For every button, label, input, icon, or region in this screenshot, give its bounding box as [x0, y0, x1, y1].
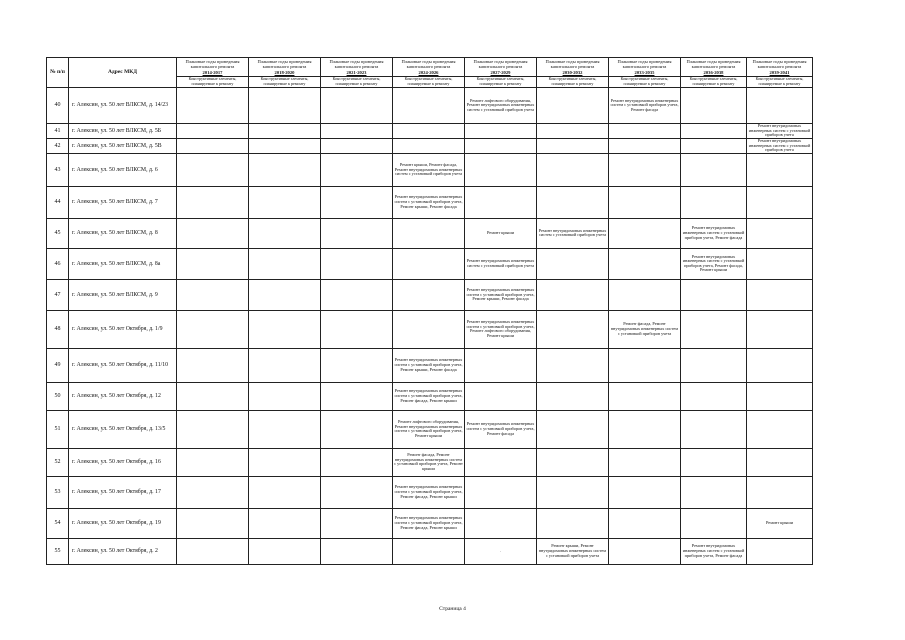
- repair-elements-cell: [321, 348, 393, 382]
- address-column-header: Адрес МКД: [69, 58, 177, 88]
- repair-elements-cell: [609, 218, 681, 248]
- repair-elements-cell: Ремонт внутридомовых инженерных систем с установкой приборов учета: [747, 124, 813, 139]
- repair-elements-cell: [321, 248, 393, 279]
- row-number: 44: [47, 186, 69, 218]
- repair-elements-cell: [537, 310, 609, 348]
- repair-elements-cell: [681, 153, 747, 186]
- period-years: 2027-2029: [490, 69, 511, 75]
- repair-elements-cell: [321, 410, 393, 448]
- period-title: Плановые годы проведения капитального ремонта: [185, 59, 240, 70]
- row-number: 49: [47, 348, 69, 382]
- repair-elements-cell: Ремонт лифтового оборудования, Ремонт внутридомовых инженерных систем с установкой приборов учета: [465, 88, 537, 124]
- repair-elements-cell: [177, 138, 249, 153]
- repair-elements-cell: [177, 382, 249, 410]
- address-cell: г. Алексин, ул. 50 лет Октября, д. 12: [69, 382, 177, 410]
- repair-elements-cell: [249, 186, 321, 218]
- repair-elements-cell: [249, 476, 321, 508]
- row-number: 46: [47, 248, 69, 279]
- repair-elements-cell: [321, 124, 393, 139]
- repair-elements-cell: [609, 138, 681, 153]
- repair-elements-cell: [321, 538, 393, 564]
- period-column-header: [321, 58, 393, 77]
- repair-elements-cell: Ремонт внутридомовых инженерных систем с установкой приборов учета, Ремонт фасада, Ремонт крыши: [393, 476, 465, 508]
- repair-elements-cell: [681, 310, 747, 348]
- repair-elements-cell: [681, 88, 747, 124]
- repair-elements-cell: [537, 186, 609, 218]
- row-number: 47: [47, 279, 69, 310]
- planned-elements-subheader: Конструктивные элементы, планируемые к ремонту: [321, 77, 393, 88]
- repair-elements-cell: [321, 138, 393, 153]
- planned-elements-subheader: Конструктивные элементы, планируемые к ремонту: [609, 77, 681, 88]
- repair-elements-cell: [609, 538, 681, 564]
- repair-elements-cell: [465, 138, 537, 153]
- address-cell: г. Алексин, ул. 50 лет ВЛКСМ, д. 14/23: [69, 88, 177, 124]
- repair-elements-cell: Ремонт внутридомовых инженерных систем с установкой приборов учета, Ремонт фасада: [681, 538, 747, 564]
- planned-elements-subheader: Конструктивные элементы, планируемые к ремонту: [537, 77, 609, 88]
- repair-elements-cell: [747, 538, 813, 564]
- repair-elements-cell: [537, 508, 609, 538]
- repair-elements-cell: [249, 153, 321, 186]
- address-cell: г. Алексин, ул. 50 лет Октября, д. 17: [69, 476, 177, 508]
- period-years: 2018-2020: [274, 69, 295, 75]
- repair-elements-cell: [681, 476, 747, 508]
- repair-elements-cell: [177, 279, 249, 310]
- period-years: 2024-2026: [418, 69, 439, 75]
- period-years: 2033-2035: [634, 69, 655, 75]
- row-number: 50: [47, 382, 69, 410]
- repair-elements-cell: [177, 476, 249, 508]
- repair-elements-cell: [177, 218, 249, 248]
- repair-elements-cell: [177, 88, 249, 124]
- repair-elements-cell: [681, 124, 747, 139]
- repair-elements-cell: [177, 124, 249, 139]
- repair-elements-cell: [393, 218, 465, 248]
- repair-elements-cell: [537, 382, 609, 410]
- period-column-header: [465, 58, 537, 77]
- repair-elements-cell: [747, 153, 813, 186]
- period-title: Плановые годы проведения капитального ремонта: [686, 59, 741, 70]
- period-years: 2039-2041: [769, 69, 790, 75]
- repair-elements-cell: [249, 88, 321, 124]
- repair-elements-cell: [177, 310, 249, 348]
- row-number: 48: [47, 310, 69, 348]
- repair-elements-cell: [249, 410, 321, 448]
- repair-elements-cell: [393, 538, 465, 564]
- row-number: 41: [47, 124, 69, 139]
- repair-elements-cell: [681, 138, 747, 153]
- repair-elements-cell: [321, 448, 393, 476]
- repair-elements-cell: Ремонт фасада, Ремонт внутридомовых инженерных систем с установкой приборов учета, Ремонт крыши: [393, 448, 465, 476]
- repair-elements-cell: [747, 310, 813, 348]
- repair-elements-cell: [465, 186, 537, 218]
- repair-elements-cell: Ремонт внутридомовых инженерных систем с установкой приборов учета, Ремонт крыши, Ремонт фасада: [393, 186, 465, 218]
- repair-elements-cell: [537, 476, 609, 508]
- planned-elements-subheader: Конструктивные элементы, планируемые к ремонту: [177, 77, 249, 88]
- row-number: 55: [47, 538, 69, 564]
- repair-elements-cell: [321, 218, 393, 248]
- address-cell: г. Алексин, ул. 50 лет ВЛКСМ, д. 9: [69, 279, 177, 310]
- repair-elements-cell: [609, 124, 681, 139]
- repair-elements-cell: Ремонт внутридомовых инженерных систем с установкой приборов учета, Ремонт лифтового оборудования, Ремонт крыши: [465, 310, 537, 348]
- repair-elements-cell: [609, 153, 681, 186]
- repair-elements-cell: [747, 186, 813, 218]
- repair-elements-cell: [249, 218, 321, 248]
- repair-elements-cell: [537, 448, 609, 476]
- period-years: 2030-2032: [562, 69, 583, 75]
- repair-elements-cell: Ремонт внутридомовых инженерных систем с установкой приборов учета, Ремонт фасада: [609, 88, 681, 124]
- repair-elements-cell: [537, 248, 609, 279]
- repair-elements-cell: Ремонт внутридомовых инженерных систем с установкой приборов учета, Ремонт фасада: [681, 218, 747, 248]
- repair-elements-cell: [681, 382, 747, 410]
- table-row: [47, 186, 813, 218]
- repair-elements-cell: [249, 248, 321, 279]
- period-column-header: [609, 58, 681, 77]
- repair-elements-cell: [321, 88, 393, 124]
- repair-elements-cell: [177, 153, 249, 186]
- repair-elements-cell: [537, 124, 609, 139]
- repair-elements-cell: Ремонт внутридомовых инженерных систем с установкой приборов учета: [747, 138, 813, 153]
- table-row: [47, 138, 813, 153]
- repair-elements-cell: [537, 348, 609, 382]
- repair-elements-cell: [321, 153, 393, 186]
- repair-elements-cell: [177, 248, 249, 279]
- repair-elements-cell: [681, 279, 747, 310]
- table-body: [47, 88, 813, 565]
- repair-elements-cell: [393, 310, 465, 348]
- table-row: [47, 88, 813, 124]
- repair-elements-cell: [747, 348, 813, 382]
- table-row: [47, 310, 813, 348]
- repair-elements-cell: [609, 410, 681, 448]
- table-row: [47, 538, 813, 564]
- repair-elements-cell: [747, 88, 813, 124]
- repair-elements-cell: [465, 508, 537, 538]
- period-title: Плановые годы проведения капитального ремонта: [617, 59, 672, 70]
- repair-elements-cell: [177, 410, 249, 448]
- table-row: [47, 248, 813, 279]
- repair-elements-cell: [249, 348, 321, 382]
- repair-elements-cell: Ремонт фасада, Ремонт внутридомовых инженерных систем с установкой приборов учета: [609, 310, 681, 348]
- planned-elements-subheader: Конструктивные элементы, планируемые к ремонту: [681, 77, 747, 88]
- period-title: Плановые годы проведения капитального ремонта: [752, 59, 807, 70]
- repair-elements-cell: [321, 279, 393, 310]
- repair-elements-cell: [681, 348, 747, 382]
- period-column-header: [681, 58, 747, 77]
- period-title: Плановые годы проведения капитального ремонта: [329, 59, 384, 70]
- repair-elements-cell: [249, 448, 321, 476]
- address-cell: г. Алексин, ул. 50 лет Октября, д. 16: [69, 448, 177, 476]
- row-number: 40: [47, 88, 69, 124]
- repair-elements-cell: [681, 186, 747, 218]
- repair-elements-cell: [747, 476, 813, 508]
- repair-elements-cell: [393, 248, 465, 279]
- address-cell: г. Алексин, ул. 50 лет ВЛКСМ, д. 8а: [69, 248, 177, 279]
- table-row: [47, 279, 813, 310]
- row-number: 52: [47, 448, 69, 476]
- repair-elements-cell: [747, 410, 813, 448]
- repair-elements-cell: [609, 448, 681, 476]
- planned-elements-subheader: Конструктивные элементы, планируемые к ремонту: [747, 77, 813, 88]
- repair-elements-cell: [249, 508, 321, 538]
- planned-elements-subheader: Конструктивные элементы, планируемые к ремонту: [393, 77, 465, 88]
- repair-elements-cell: [609, 476, 681, 508]
- row-number: 42: [47, 138, 69, 153]
- repair-elements-cell: [177, 538, 249, 564]
- repair-elements-cell: [321, 508, 393, 538]
- planned-elements-subheader: Конструктивные элементы, планируемые к ремонту: [465, 77, 537, 88]
- repair-elements-cell: [249, 279, 321, 310]
- period-years: 2036-2038: [703, 69, 724, 75]
- repair-schedule-table: [46, 57, 813, 565]
- repair-elements-cell: [609, 186, 681, 218]
- address-cell: г. Алексин, ул. 50 лет ВЛКСМ, д. 6: [69, 153, 177, 186]
- row-number: 43: [47, 153, 69, 186]
- period-column-header: [393, 58, 465, 77]
- repair-elements-cell: [393, 279, 465, 310]
- repair-elements-cell: [537, 410, 609, 448]
- repair-elements-cell: [321, 186, 393, 218]
- address-cell: г. Алексин, ул. 50 лет Октября, д. 13/5: [69, 410, 177, 448]
- repair-elements-cell: [465, 124, 537, 139]
- page-footer: Страница 4: [439, 606, 466, 612]
- table-row: [47, 348, 813, 382]
- repair-elements-cell: Ремонт внутридомовых инженерных систем с установкой приборов учета, Ремонт фасада, Ремонт крыши: [393, 508, 465, 538]
- period-title: Плановые годы проведения капитального ремонта: [257, 59, 312, 70]
- table-row: [47, 448, 813, 476]
- repair-elements-cell: [681, 410, 747, 448]
- repair-elements-cell: Ремонт внутридомовых инженерных систем с установкой приборов учета: [465, 248, 537, 279]
- repair-elements-cell: [609, 279, 681, 310]
- repair-elements-cell: [537, 88, 609, 124]
- table-row: [47, 476, 813, 508]
- repair-elements-cell: [747, 248, 813, 279]
- address-cell: г. Алексин, ул. 50 лет Октября, д. 11/10: [69, 348, 177, 382]
- repair-elements-cell: [177, 448, 249, 476]
- period-title: Плановые годы проведения капитального ремонта: [473, 59, 528, 70]
- repair-elements-cell: [393, 124, 465, 139]
- repair-elements-cell: Ремонт крыши, Ремонт фасада, Ремонт внутридомовых инженерных систем с установкой приборов учета: [393, 153, 465, 186]
- repair-elements-cell: [321, 310, 393, 348]
- address-cell: г. Алексин, ул. 50 лет ВЛКСМ, д. 5Б: [69, 124, 177, 139]
- repair-elements-cell: [177, 186, 249, 218]
- repair-elements-cell: [249, 310, 321, 348]
- repair-elements-cell: [393, 138, 465, 153]
- address-cell: г. Алексин, ул. 50 лет Октября, д. 19: [69, 508, 177, 538]
- repair-elements-cell: [537, 279, 609, 310]
- repair-elements-cell: [609, 508, 681, 538]
- repair-elements-cell: Ремонт внутридомовых инженерных систем с установкой приборов учета, Ремонт крыши, Ремонт фасада: [465, 279, 537, 310]
- repair-elements-cell: [465, 348, 537, 382]
- address-cell: г. Алексин, ул. 50 лет ВЛКСМ, д. 7: [69, 186, 177, 218]
- table-row: [47, 124, 813, 139]
- repair-elements-cell: [393, 88, 465, 124]
- repair-elements-cell: [609, 382, 681, 410]
- table-row: [47, 382, 813, 410]
- repair-elements-cell: Ремонт внутридомовых инженерных систем с установкой приборов учета, Ремонт фасада, Ремонт крыши: [393, 382, 465, 410]
- repair-elements-cell: [465, 476, 537, 508]
- table-row: [47, 153, 813, 186]
- repair-elements-cell: [465, 448, 537, 476]
- repair-elements-cell: [249, 124, 321, 139]
- table-row: [47, 508, 813, 538]
- period-column-header: [747, 58, 813, 77]
- address-cell: г. Алексин, ул. 50 лет Октября, д. 2: [69, 538, 177, 564]
- repair-elements-cell: [249, 382, 321, 410]
- period-years: 2021-2023: [346, 69, 367, 75]
- repair-elements-cell: Ремонт внутридомовых инженерных систем с установкой приборов учета, Ремонт крыши, Ремонт фасада: [393, 348, 465, 382]
- repair-elements-cell: [177, 348, 249, 382]
- address-cell: г. Алексин, ул. 50 лет Октября, д. 1/9: [69, 310, 177, 348]
- period-column-header: [177, 58, 249, 77]
- address-cell: г. Алексин, ул. 50 лет ВЛКСМ, д. 8: [69, 218, 177, 248]
- row-number: 53: [47, 476, 69, 508]
- repair-elements-cell: [537, 138, 609, 153]
- repair-elements-cell: Ремонт крыши, Ремонт внутридомовых инженерных систем с установкой приборов учета: [537, 538, 609, 564]
- table-header: [47, 58, 813, 88]
- repair-elements-cell: Ремонт внутридомовых инженерных систем с установкой приборов учета, Ремонт фасада, Ремонт крыши: [681, 248, 747, 279]
- repair-elements-cell: [747, 279, 813, 310]
- repair-elements-cell: Ремонт внутридомовых инженерных систем с установкой приборов учета: [537, 218, 609, 248]
- period-years: 2014-2017: [202, 69, 223, 75]
- repair-elements-cell: [747, 448, 813, 476]
- repair-elements-cell: [321, 382, 393, 410]
- number-column-header: № п/п: [47, 58, 69, 88]
- repair-elements-cell: Ремонт внутридомовых инженерных систем с установкой приборов учета, Ремонт фасада: [465, 410, 537, 448]
- repair-elements-cell: [681, 448, 747, 476]
- row-number: 51: [47, 410, 69, 448]
- repair-elements-cell: [465, 382, 537, 410]
- address-cell: г. Алексин, ул. 50 лет ВЛКСМ, д. 5В: [69, 138, 177, 153]
- repair-elements-cell: [747, 382, 813, 410]
- repair-elements-cell: [177, 508, 249, 538]
- table-row: [47, 410, 813, 448]
- repair-elements-cell: [537, 153, 609, 186]
- repair-elements-cell: [465, 153, 537, 186]
- repair-elements-cell: Ремонт крыши: [465, 218, 537, 248]
- period-column-header: [249, 58, 321, 77]
- repair-elements-cell: [249, 138, 321, 153]
- period-title: Плановые годы проведения капитального ремонта: [545, 59, 600, 70]
- repair-elements-cell: [321, 476, 393, 508]
- repair-elements-cell: [609, 348, 681, 382]
- table-row: [47, 218, 813, 248]
- repair-elements-cell: [681, 508, 747, 538]
- repair-elements-cell: [249, 538, 321, 564]
- period-title: Плановые годы проведения капитального ремонта: [401, 59, 456, 70]
- planned-elements-subheader: Конструктивные элементы, планируемые к ремонту: [249, 77, 321, 88]
- repair-elements-cell: .: [465, 538, 537, 564]
- repair-elements-cell: Ремонт крыши: [747, 508, 813, 538]
- repair-elements-cell: Ремонт лифтового оборудования, Ремонт внутридомовых инженерных систем с установкой приборов учета, Ремонт крыши: [393, 410, 465, 448]
- period-column-header: [537, 58, 609, 77]
- repair-elements-cell: [609, 248, 681, 279]
- row-number: 45: [47, 218, 69, 248]
- repair-elements-cell: [747, 218, 813, 248]
- row-number: 54: [47, 508, 69, 538]
